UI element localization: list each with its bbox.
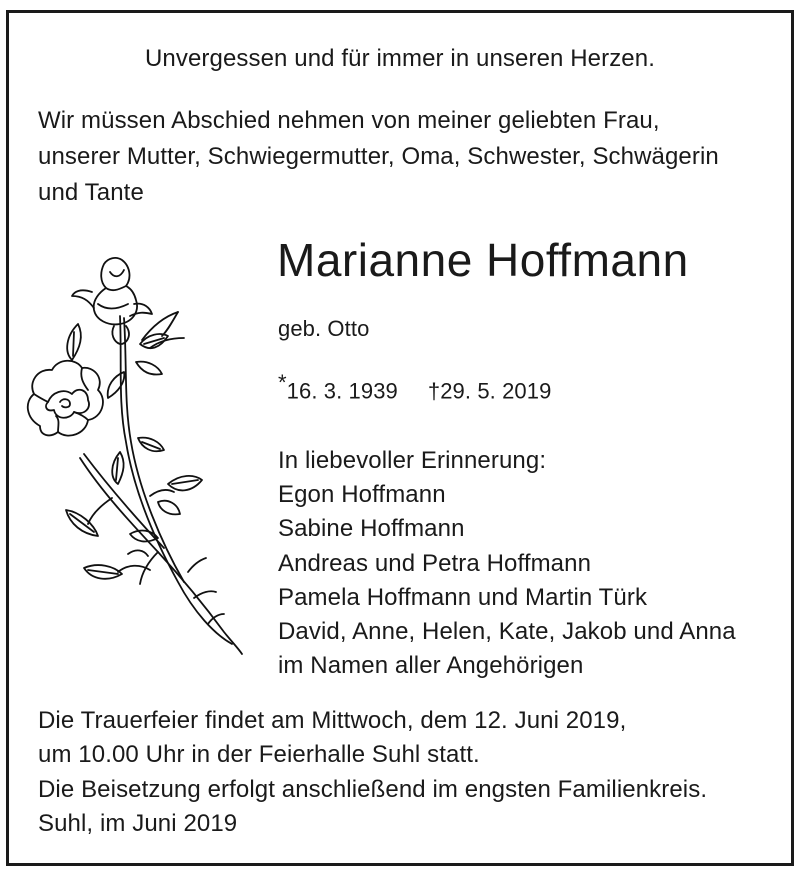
- death-date: 29. 5. 2019: [440, 378, 552, 404]
- funeral-notice: [38, 704, 707, 841]
- notice-line: Die Trauerfeier findet am Mittwoch, dem 12. Juni 2019,: [38, 707, 627, 734]
- intro-line: und Tante: [38, 179, 144, 206]
- notice-line: um 10.00 Uhr in der Feierhalle Suhl statt.: [38, 741, 480, 769]
- deceased-name: Marianne Hoffmann: [277, 234, 689, 286]
- mourner-name: Sabine Hoffmann: [278, 515, 465, 543]
- motto: Unvergessen und für immer in unseren Herzen.: [145, 45, 655, 72]
- mourners-list: [278, 444, 736, 683]
- mourner-name: Egon Hoffmann: [278, 481, 446, 509]
- intro-line: unserer Mutter, Schwiegermutter, Oma, Schwester, Schwägerin: [38, 143, 719, 170]
- mourner-name: Andreas und Petra Hoffmann: [278, 549, 592, 577]
- notice-line: Die Beisetzung erfolgt anschließend im engsten Familienkreis.: [38, 775, 708, 803]
- notice-line: Suhl, im Juni 2019: [38, 809, 238, 837]
- maiden-name: geb. Otto: [278, 316, 370, 341]
- death-symbol: †: [427, 378, 441, 404]
- birth-symbol: *: [278, 370, 287, 395]
- mourner-name: David, Anne, Helen, Kate, Jakob und Anna: [278, 617, 736, 645]
- rose-drawing: [18, 252, 250, 656]
- life-dates: [278, 366, 551, 408]
- mourner-name: Pamela Hoffmann und Martin Türk: [278, 583, 648, 611]
- mourners-closing: im Namen aller Angehörigen: [278, 652, 584, 680]
- intro-text: [38, 104, 719, 212]
- mourners-heading: In liebevoller Erinnerung:: [278, 447, 547, 474]
- birth-date: 16. 3. 1939: [286, 378, 398, 404]
- intro-line: Wir müssen Abschied nehmen von meiner geliebten Frau,: [38, 107, 660, 134]
